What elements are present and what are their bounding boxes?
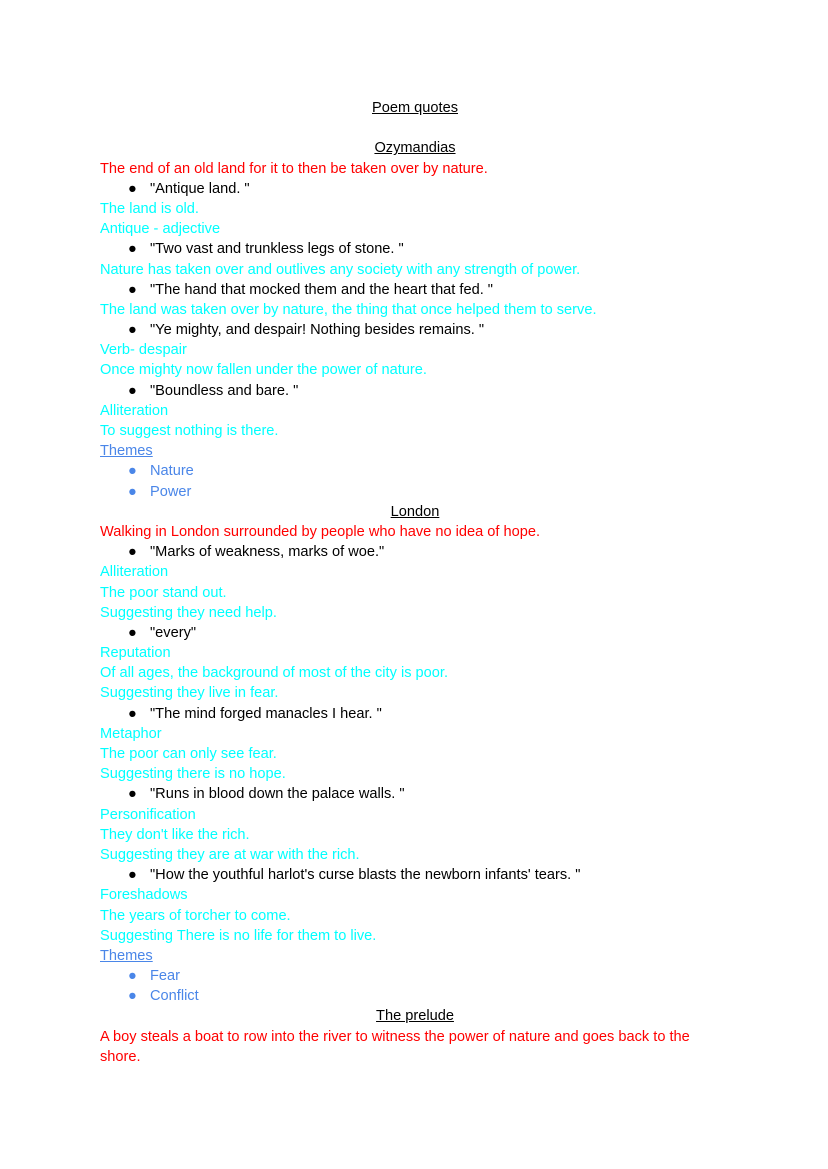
quote-bullet — [100, 865, 730, 885]
bullet-icon: ● — [128, 988, 137, 1005]
analysis-note: The land is old. — [100, 200, 199, 217]
bullet-icon: ● — [128, 544, 137, 561]
quote-bullet — [100, 623, 730, 643]
quote-bullet — [100, 179, 730, 199]
quote-text: "Marks of weakness, marks of woe." — [150, 544, 385, 561]
analysis-note: Suggesting they are at war with the rich. — [100, 846, 360, 863]
quote-text: "The mind forged manacles I hear. " — [150, 705, 382, 722]
quote-bullet — [100, 704, 730, 724]
theme-text: Fear — [150, 968, 181, 985]
quote-text: "Ye mighty, and despair! Nothing besides remains. " — [150, 322, 485, 339]
section-summary: Walking in London surrounded by people who have no idea of hope. — [100, 523, 541, 540]
analysis-note: Foreshadows — [100, 887, 188, 904]
theme-item — [100, 461, 730, 481]
bullet-icon: ● — [128, 382, 137, 399]
quote-bullet — [100, 784, 730, 804]
quote-text: "every" — [150, 624, 197, 641]
themes-link[interactable]: Themes — [100, 443, 153, 460]
theme-item — [100, 966, 730, 986]
analysis-note: Verb- despair — [100, 342, 187, 359]
analysis-note: Suggesting they need help. — [100, 604, 277, 621]
analysis-note: Metaphor — [100, 725, 162, 742]
quote-bullet — [100, 239, 730, 259]
bullet-icon: ● — [128, 241, 137, 258]
bullet-icon: ● — [128, 786, 137, 803]
section-heading-prelude: The prelude — [376, 1008, 454, 1025]
analysis-note: Reputation — [100, 645, 171, 662]
analysis-note: The poor can only see fear. — [100, 746, 277, 762]
analysis-note: Suggesting they live in fear. — [100, 685, 279, 702]
analysis-note: Nature has taken over and outlives any society with any strength of power. — [100, 261, 581, 278]
section-heading-london: London — [390, 503, 440, 520]
analysis-note: To suggest nothing is there. — [100, 423, 279, 439]
theme-item — [100, 482, 730, 502]
analysis-note: Alliteration — [100, 402, 169, 419]
bullet-icon: ● — [128, 463, 137, 480]
quote-text: "Antique land. " — [150, 180, 250, 197]
analysis-note: Suggesting There is no life for them to live. — [100, 927, 377, 944]
theme-text: Nature — [150, 463, 194, 480]
section-summary: A boy steals a boat to row into the river to witness the power of nature and goes back to the shore. — [100, 1028, 690, 1065]
section-summary: The end of an old land for it to then be taken over by nature. — [100, 160, 488, 177]
analysis-note: Of all ages, the background of most of the city is poor. — [100, 665, 449, 682]
analysis-note: The poor stand out. — [100, 584, 227, 601]
quote-text: "Boundless and bare. " — [150, 382, 299, 399]
bullet-icon: ● — [128, 281, 137, 298]
bullet-icon: ● — [128, 867, 137, 884]
theme-text: Power — [150, 483, 192, 500]
analysis-note: Personification — [100, 806, 196, 823]
quote-bullet — [100, 542, 730, 562]
bullet-icon: ● — [128, 180, 137, 197]
quote-bullet — [100, 280, 730, 300]
page-title: Poem quotes — [372, 100, 458, 116]
bullet-icon: ● — [128, 968, 137, 985]
bullet-icon: ● — [128, 483, 137, 500]
quote-text: "Runs in blood down the palace walls. " — [150, 786, 405, 803]
analysis-note: The years of torcher to come. — [100, 907, 291, 924]
quote-bullet — [100, 381, 730, 401]
quote-bullet — [100, 320, 730, 340]
bullet-icon: ● — [128, 322, 137, 339]
analysis-note: Antique - adjective — [100, 221, 221, 238]
theme-text: Conflict — [150, 988, 199, 1005]
analysis-note: The land was taken over by nature, the thing that once helped them to serve. — [100, 301, 597, 318]
analysis-note: Alliteration — [100, 564, 169, 581]
quote-text: "Two vast and trunkless legs of stone. " — [150, 241, 404, 258]
analysis-note: Suggesting there is no hope. — [100, 766, 286, 783]
theme-item — [100, 986, 730, 1006]
quote-text: "The hand that mocked them and the heart that fed. " — [150, 281, 493, 298]
quote-text: "How the youthful harlot's curse blasts the newborn infants' tears. " — [150, 867, 581, 884]
document-body — [100, 98, 730, 1067]
analysis-note: Once mighty now fallen under the power of nature. — [100, 362, 427, 379]
bullet-icon: ● — [128, 705, 137, 722]
analysis-note: They don't like the rich. — [100, 826, 250, 843]
section-heading-ozymandias: Ozymandias — [374, 140, 456, 157]
themes-link[interactable]: Themes — [100, 947, 153, 964]
bullet-icon: ● — [128, 624, 137, 641]
